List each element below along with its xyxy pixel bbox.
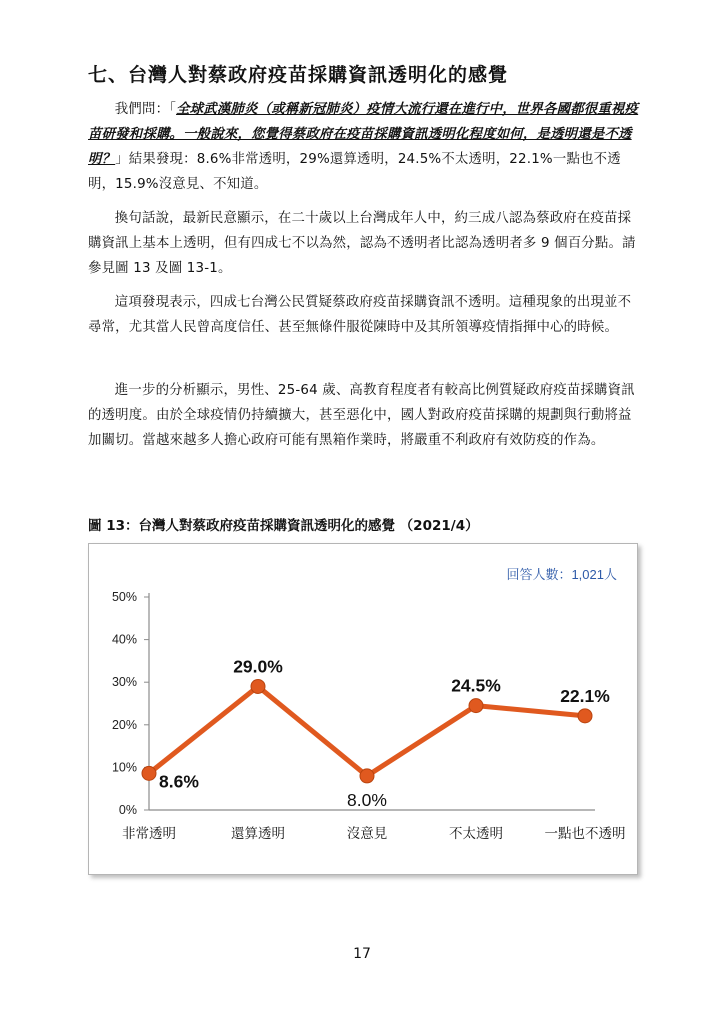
data-point-marker — [360, 769, 374, 783]
data-point-marker — [469, 699, 483, 713]
paragraph-implication: 這項發現表示，四成七台灣公民質疑蔡政府疫苗採購資訊不透明。這種現象的出現並不尋常，尤其當人民曾高度信任、甚至無條件服從陳時中及其所領導疫情指揮中心的時候。 — [88, 295, 632, 335]
survey-question-quote: 全球武漢肺炎（或稱新冠肺炎）疫情大流行還在進行中，世界各國都很重視疫苗研發和採購。一般說來，您覺得蔡政府在疫苗採購資訊透明化程度如何，是透明還是不透明？ — [88, 102, 639, 167]
x-tick-label: 還算透明 — [231, 826, 285, 841]
y-tick-label: 20% — [111, 717, 137, 732]
paragraph-summary: 換句話說，最新民意顯示，在二十歲以上台灣成年人中，約三成八認為蔡政府在疫苗採購資訊上基本上透明，但有四成七不以為然，認為不透明者比認為透明者多 9 個百分點。請參見圖 13 及圖 13-1。 — [88, 211, 636, 276]
x-tick-label: 一點也不透明 — [544, 826, 626, 841]
chart-frame — [88, 543, 638, 875]
data-label: 24.5% — [451, 675, 501, 696]
data-point-marker — [142, 766, 156, 780]
x-tick-label: 非常透明 — [122, 826, 176, 841]
y-tick-label: 0% — [118, 803, 137, 817]
data-label: 8.6% — [159, 771, 199, 792]
y-tick-label: 40% — [111, 632, 137, 647]
data-label: 22.1% — [560, 685, 610, 706]
line-chart — [89, 544, 637, 874]
data-point-marker — [578, 709, 592, 723]
paragraph-question-intro: 我們問：「 — [114, 102, 177, 117]
x-tick-label: 不太透明 — [449, 826, 503, 841]
x-tick-label: 沒意見 — [346, 826, 388, 841]
page-number: 17 — [353, 946, 371, 962]
series-line — [149, 686, 585, 775]
figure-caption: 圖 13：台灣人對蔡政府疫苗採購資訊透明化的感覺 （2021/4） — [88, 518, 479, 534]
paragraph-analysis: 進一步的分析顯示，男性、25-64 歲、高教育程度者有較高比例質疑政府疫苗採購資訊的透明度。由於全球疫情仍持續擴大，甚至惡化中，國人對政府疫苗採購的規劃與行動將益加關切。當越來越多人擔心政府可能有黑箱作業時，將嚴重不利政府有效防疫的作為。 — [88, 383, 635, 448]
data-point-marker — [251, 679, 265, 693]
data-label: 8.0% — [347, 789, 387, 810]
data-label: 29.0% — [233, 656, 283, 677]
y-tick-label: 10% — [111, 760, 137, 775]
section-title: 七、台灣人對蔡政府疫苗採購資訊透明化的感覺 — [88, 64, 509, 86]
y-tick-label: 50% — [111, 590, 137, 604]
y-tick-label: 30% — [111, 675, 137, 690]
respondent-count-annotation: 回答人數：1,021人 — [506, 567, 617, 582]
paragraph-question — [88, 97, 644, 197]
paragraph-question-result: 」結果發現：8.6%非常透明，29%還算透明，24.5%不太透明，22.1%一點也不透明，15.9%沒意見、不知道。 — [88, 152, 621, 192]
